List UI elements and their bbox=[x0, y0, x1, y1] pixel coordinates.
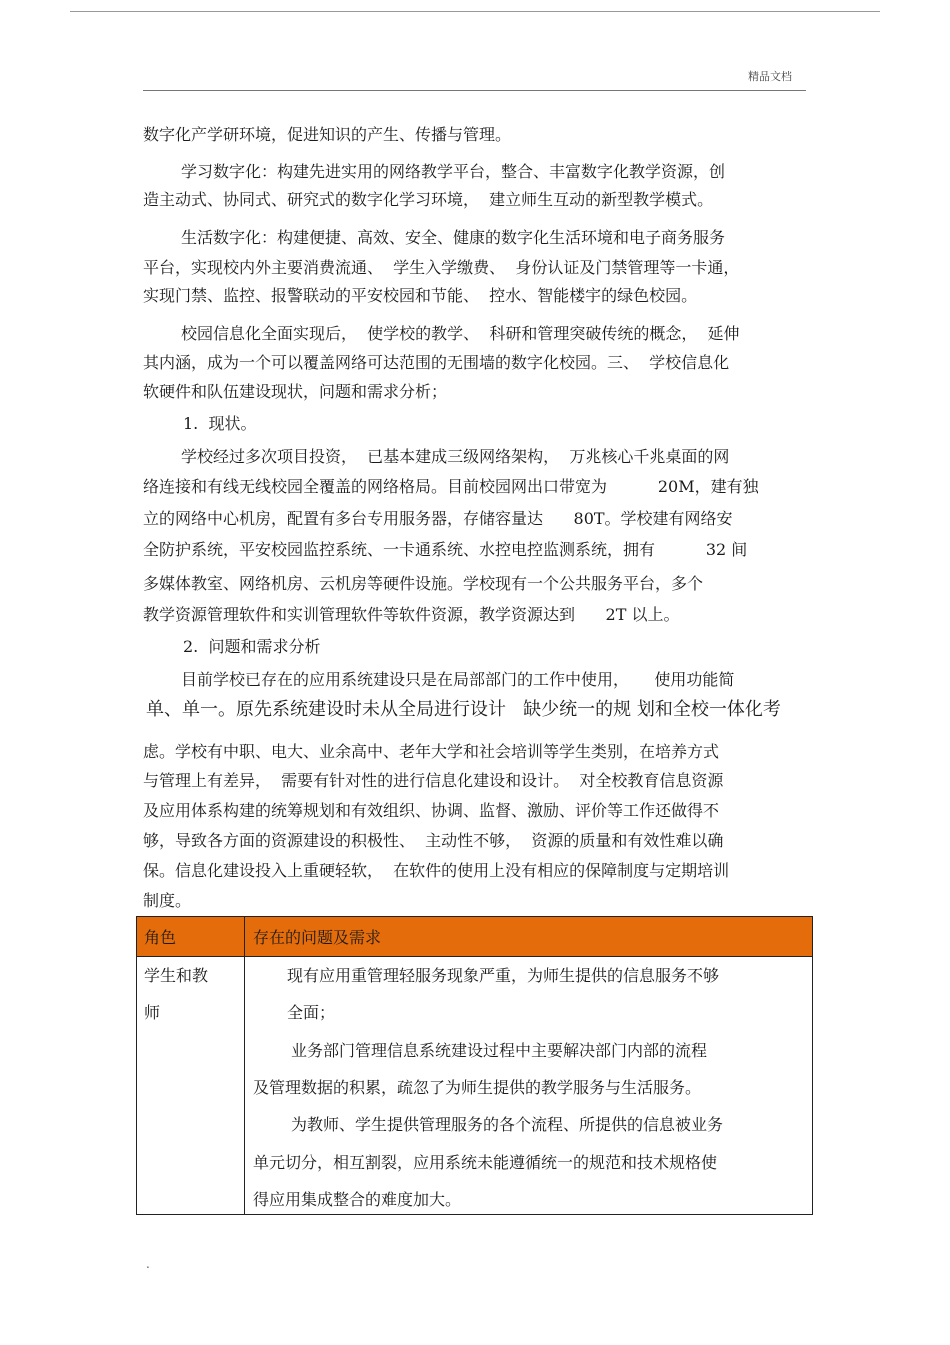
body-line: 全防护系统，平安校园监控系统、一卡通系统、水控电控监测系统，拥有 32 间 bbox=[143, 540, 748, 559]
body-line: 及应用体系构建的统筹规划和有效组织、协调、监督、激励、评价等工作还做得不 bbox=[143, 801, 720, 820]
body-line: 虑。学校有中职、电大、业余高中、老年大学和社会培训等学生类别，在培养方式 bbox=[143, 742, 720, 761]
body-line: 保。信息化建设投入上重硬轻软， 在软件的使用上没有相应的保障制度与定期培训 bbox=[143, 861, 730, 880]
header-label: 精品文档 bbox=[748, 70, 792, 83]
body-line: 络连接和有线无线校园全覆盖的网络格局。目前校园网出口带宽为 20M，建有独 bbox=[143, 477, 759, 496]
table-column-divider bbox=[244, 916, 245, 1215]
table-cell-role: 学生和教 bbox=[144, 966, 209, 985]
body-line: 与管理上有差异， 需要有针对性的进行信息化建设和设计。 对全校教育信息资源 bbox=[143, 771, 724, 790]
section-heading: 1. 现状。 bbox=[183, 414, 257, 433]
table-cell-issue: 单元切分，相互割裂，应用系统未能遵循统一的规范和技术规格使 bbox=[253, 1153, 718, 1172]
body-line: 教学资源管理软件和实训管理软件等软件资源，教学资源达到 2T 以上。 bbox=[143, 605, 680, 624]
body-line: 造主动式、协同式、研究式的数字化学习环境， 建立师生互动的新型教学模式。 bbox=[143, 190, 714, 209]
body-line: 平台，实现校内外主要消费流通、 学生入学缴费、 身份认证及门禁管理等一卡通， bbox=[143, 258, 740, 277]
body-line: 够，导致各方面的资源建设的积极性、 主动性不够， 资源的质量和有效性难以确 bbox=[143, 831, 724, 850]
body-line: 多媒体教室、网络机房、云机房等硬件设施。学校现有一个公共服务平台，多个 bbox=[143, 574, 704, 593]
body-line: 立的网络中心机房，配置有多台专用服务器，存储容量达 80T。学校建有网络安 bbox=[143, 509, 733, 528]
table-cell-issue: 为教师、学生提供管理服务的各个流程、所提供的信息被业务 bbox=[291, 1115, 724, 1134]
table-cell-issue: 得应用集成整合的难度加大。 bbox=[253, 1190, 462, 1209]
body-line: 生活数字化：构建便捷、高效、安全、健康的数字化生活环境和电子商务服务 bbox=[181, 228, 726, 247]
table-cell-issue: 全面； bbox=[287, 1003, 336, 1022]
header-rule bbox=[143, 90, 806, 91]
table-border-top bbox=[136, 916, 813, 917]
table-header-issues: 存在的问题及需求 bbox=[253, 928, 382, 947]
body-line: 学习数字化：构建先进实用的网络教学平台，整合、丰富数字化教学资源，创 bbox=[181, 162, 726, 181]
table-border-bottom bbox=[136, 1214, 813, 1215]
table-cell-issue: 业务部门管理信息系统建设过程中主要解决部门内部的流程 bbox=[291, 1041, 708, 1060]
body-line: 实现门禁、监控、报警联动的平安校园和节能、 控水、智能楼宇的绿色校园。 bbox=[143, 286, 698, 305]
section-heading: 2. 问题和需求分析 bbox=[183, 637, 321, 656]
table-cell-role: 师 bbox=[144, 1003, 161, 1022]
body-line: 数字化产学研环境，促进知识的产生、传播与管理。 bbox=[143, 125, 512, 144]
footer-mark: . bbox=[146, 1257, 150, 1271]
body-line: 其内涵，成为一个可以覆盖网络可达范围的无围墙的数字化校园。三、 学校信息化 bbox=[143, 353, 730, 372]
top-rule bbox=[70, 11, 880, 12]
table-header-row bbox=[137, 917, 812, 957]
table-cell-issue: 现有应用重管理轻服务现象严重，为师生提供的信息服务不够 bbox=[287, 966, 720, 985]
body-line: 单、单一。原先系统建设时未从全局进行设计 缺少统一的规 划和全校一体化考 bbox=[146, 699, 781, 720]
table-header-role: 角色 bbox=[144, 928, 177, 947]
body-line: 目前学校已存在的应用系统建设只是在局部部门的工作中使用， 使用功能简 bbox=[181, 670, 735, 689]
body-line: 学校经过多次项目投资， 已基本建成三级网络架构， 万兆核心千兆桌面的网 bbox=[181, 447, 730, 466]
table-border-right bbox=[812, 916, 813, 1215]
body-line: 校园信息化全面实现后， 使学校的教学、 科研和管理突破传统的概念， 延伸 bbox=[181, 324, 740, 343]
table-border-header bbox=[136, 956, 813, 957]
body-line: 制度。 bbox=[143, 891, 192, 910]
table-cell-issue: 及管理数据的积累，疏忽了为师生提供的教学服务与生活服务。 bbox=[253, 1078, 702, 1097]
table-border-left bbox=[136, 916, 137, 1215]
body-line: 软硬件和队伍建设现状，问题和需求分析； bbox=[143, 382, 448, 401]
